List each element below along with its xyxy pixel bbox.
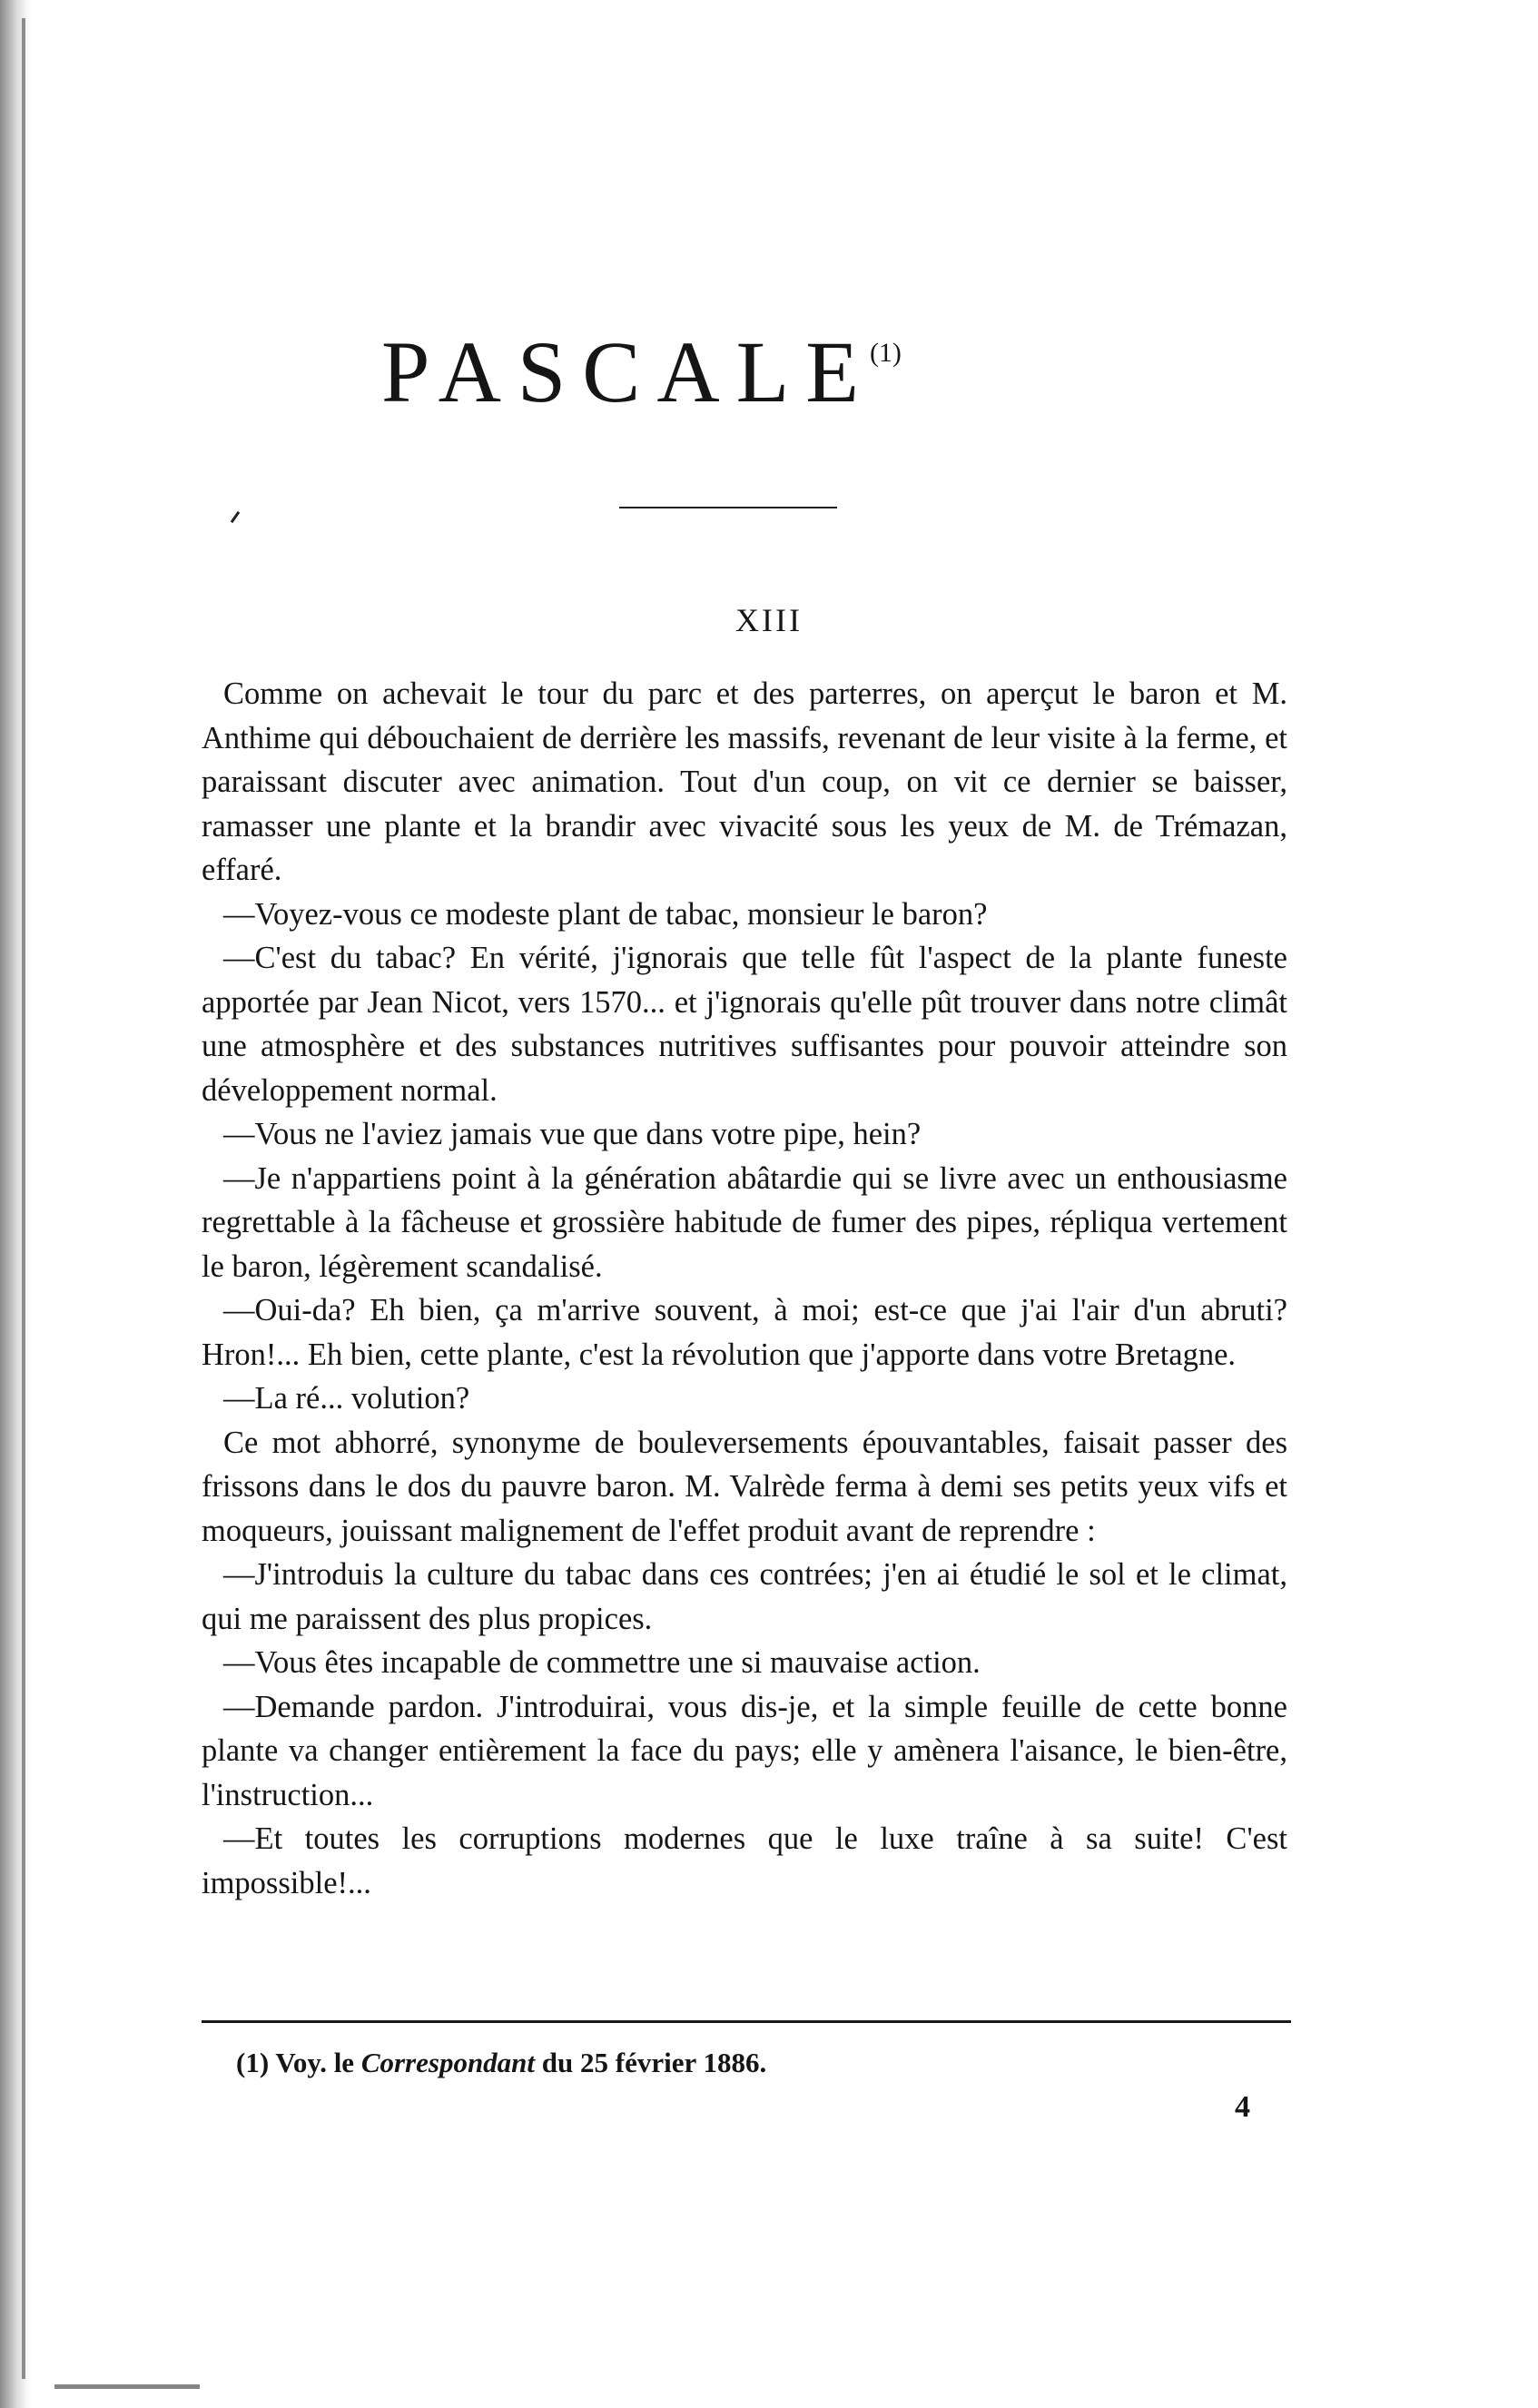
paragraph-6: —Oui-da? Eh bien, ça m'arrive souvent, à moi; est-ce que j'ai l'air d'un abruti? Hron!... Eh bien, cette plante, c'est la révolution que j'apporte dans votre Bretagne. bbox=[202, 1293, 1287, 1372]
stray-ink-mark bbox=[231, 511, 240, 523]
paragraph-3: —C'est du tabac? En vérité, j'ignorais que telle fût l'aspect de la plante funeste apportée par Jean Nicot, vers 1570... et j'ignorais qu'elle pût trouver dans notre climât une atmosphère et des substances nutritives suffisantes pour pouvoir atteindre son développement normal. bbox=[202, 941, 1287, 1108]
footnote-marker: (1) bbox=[236, 2047, 270, 2078]
paragraph-8: Ce mot abhorré, synonyme de bouleversements épouvantables, faisait passer des frissons dans le dos du pauvre baron. M. Valrède ferma à demi ses petits yeux vifs et moqueurs, jouissant malignement de l'effet produit avant de reprendre : bbox=[202, 1425, 1287, 1548]
footnote-divider bbox=[202, 2020, 1291, 2023]
footnote-prefix: Voy. le bbox=[275, 2047, 355, 2078]
title-text: PASCALE bbox=[381, 323, 875, 420]
paragraph-10: —Vous êtes incapable de commettre une si mauvaise action. bbox=[223, 1645, 981, 1680]
scan-bottom-mark bbox=[54, 2384, 200, 2389]
paragraph-2: —Voyez-vous ce modeste plant de tabac, monsieur le baron? bbox=[223, 896, 988, 932]
chapter-number: XIII bbox=[735, 602, 803, 638]
paragraph-9: —J'introduis la culture du tabac dans ces contrées; j'en ai étudié le sol et le climat, qui me paraissent des plus propices. bbox=[202, 1557, 1287, 1636]
paragraph-11: —Demande pardon. J'introduirai, vous dis-je, et la simple feuille de cette bonne plante va changer entièrement la face du pays; elle y amènera l'aisance, le bien-être, l'instruction... bbox=[202, 1689, 1287, 1812]
title-divider bbox=[619, 507, 837, 508]
footnote bbox=[236, 2047, 766, 2079]
title-footnote-ref: (1) bbox=[869, 338, 902, 368]
footnote-journal: Correspondant bbox=[360, 2047, 536, 2078]
paragraph-7: —La ré... volution? bbox=[223, 1381, 470, 1416]
scan-edge-line bbox=[22, 18, 25, 2379]
paragraph-4: —Vous ne l'aviez jamais vue que dans votre pipe, hein? bbox=[223, 1117, 922, 1151]
page-number: 4 bbox=[1235, 2090, 1250, 2124]
paragraph-12: —Et toutes les corruptions modernes que le luxe traîne à sa suite! C'est impossible!... bbox=[202, 1821, 1287, 1900]
page-title bbox=[381, 323, 1108, 420]
footnote-suffix: du 25 février 1886. bbox=[541, 2047, 767, 2078]
paragraph-5: —Je n'appartiens point à la génération abâtardie qui se livre avec un enthousiasme regrettable à la fâcheuse et grossière habitude de fumer des pipes, répliqua vertement le baron, légèrement scandalisé. bbox=[202, 1160, 1287, 1284]
paragraph-1: Comme on achevait le tour du parc et des parterres, on aperçut le baron et M. Anthime qui débouchaient de derrière les massifs, revenant de leur visite à la ferme, et paraissant discuter avec animation. Tout d'un coup, on vit ce dernier se baisser, ramasser une plante et la brandir avec vivacité sous les yeux de M. de Trémazan, effaré. bbox=[202, 676, 1287, 887]
body-text bbox=[202, 672, 1287, 1905]
scan-spine-shadow bbox=[0, 0, 31, 2408]
